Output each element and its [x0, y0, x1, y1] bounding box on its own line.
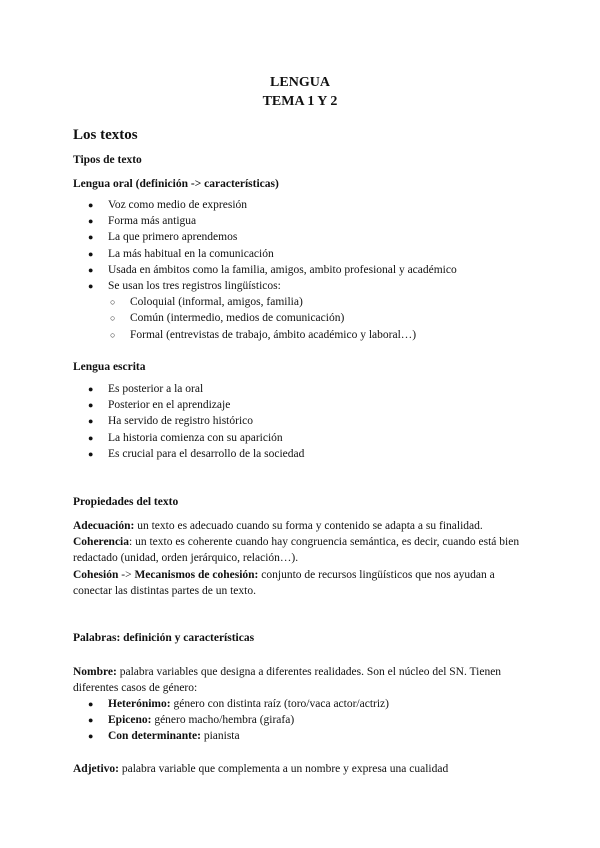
- bullet-icon: ●: [88, 248, 94, 259]
- list-item: ● Con determinante: pianista: [73, 728, 389, 744]
- bullet-icon: ●: [88, 400, 94, 411]
- noun-text: palabra variables que designa a diferentes realidades. Son el núcleo del SN. Tienen diferentes casos de género:: [73, 666, 502, 695]
- list-item: ● Se usan los tres registros lingüísticos: ○ Coloquial (informal, amigos, familia) ○ Común (intermedio, medios de comunicación) ○ Formal (entrevistas de trabajo, ámbito académico y laboral…): [73, 278, 457, 343]
- noun-gender-list: [73, 696, 389, 745]
- bullet-icon: ●: [88, 200, 94, 210]
- bullet-icon: ●: [88, 448, 94, 459]
- properties-paragraph: [73, 518, 528, 599]
- hollow-bullet-icon: ○: [110, 297, 116, 308]
- sublist-item: ○ Formal (entrevistas de trabajo, ámbito académico y laboral…): [73, 327, 457, 343]
- document-subtitle: TEMA 1 Y 2: [262, 94, 338, 109]
- list-item: ● Voz como medio de expresión: [73, 197, 457, 213]
- written-language-list: [73, 381, 304, 462]
- bullet-icon: ●: [88, 264, 94, 275]
- list-item: ● La más habitual en la comunicación: [73, 246, 457, 262]
- section-heading-texts: Los textos: [73, 127, 138, 143]
- bullet-icon: ●: [88, 432, 94, 443]
- subheading-written-language: Lengua escrita: [73, 361, 146, 373]
- noun-paragraph: [73, 664, 528, 696]
- hollow-bullet-icon: ○: [110, 329, 116, 340]
- list-item: ● Epiceno: género macho/hembra (girafa): [73, 712, 389, 728]
- document-title: LENGUA: [270, 75, 330, 90]
- oral-language-list: [73, 197, 457, 343]
- bullet-icon: ●: [88, 384, 94, 394]
- coherence-label: Coherencia: [73, 536, 130, 549]
- bullet-icon: ●: [88, 715, 94, 726]
- list-item: ● La historia comienza con su aparición: [73, 430, 304, 446]
- list-item: ● Ha servido de registro histórico: [73, 413, 304, 429]
- list-item: ● La que primero aprendemos: [73, 229, 457, 245]
- hollow-bullet-icon: ○: [110, 313, 116, 324]
- list-item: ● Es crucial para el desarrollo de la sociedad: [73, 446, 304, 462]
- bullet-icon: ●: [88, 281, 94, 292]
- bullet-icon: ●: [88, 216, 94, 227]
- list-item: ● Usada en ámbitos como la familia, amigos, ambito profesional y académico: [73, 262, 457, 278]
- section-heading-words: Palabras: definición y características: [73, 632, 255, 644]
- list-item: ● Es posterior a la oral: [73, 381, 304, 397]
- registers-sublist: [73, 294, 457, 343]
- subheading-text-types: Tipos de texto: [73, 154, 142, 166]
- adjective-paragraph: [73, 761, 528, 777]
- cohesion-text: conjunto de recursos lingüísticos que nos ayudan a conectar las distintas partes de un texto.: [73, 568, 495, 597]
- cohesion-arrow: ->: [118, 568, 135, 581]
- sublist-item: ○ Común (intermedio, medios de comunicación): [73, 310, 457, 326]
- bullet-icon: ●: [88, 416, 94, 427]
- noun-label: Nombre:: [73, 666, 117, 678]
- cohesion-mechanisms-label: Mecanismos de cohesión:: [134, 568, 259, 581]
- adequacy-label: Adecuación:: [73, 520, 135, 532]
- adequacy-text: un texto es adecuado cuando su forma y contenido se adapta a su finalidad.: [134, 520, 483, 532]
- cohesion-label: Cohesión: [73, 568, 119, 581]
- list-item: ● Forma más antigua: [73, 213, 457, 229]
- bullet-icon: ●: [88, 699, 94, 709]
- sublist-item: ○ Coloquial (informal, amigos, familia): [73, 294, 457, 310]
- section-heading-properties: Propiedades del texto: [73, 496, 179, 508]
- subheading-oral-language: Lengua oral (definición -> características): [73, 178, 279, 190]
- list-item: ● Posterior en el aprendizaje: [73, 397, 304, 413]
- adjective-label: Adjetivo:: [73, 763, 119, 775]
- list-item: ● Heterónimo: género con distinta raíz (toro/vaca actor/actriz): [73, 696, 389, 712]
- adjective-text: palabra variable que complementa a un nombre y expresa una cualidad: [119, 763, 449, 775]
- bullet-icon: ●: [88, 232, 94, 243]
- coherence-text: : un texto es coherente cuando hay congruencia semántica, es decir, cuando está bien redactado (unidad, orden jerárquico, relación…).: [73, 536, 520, 565]
- bullet-icon: ●: [88, 731, 94, 742]
